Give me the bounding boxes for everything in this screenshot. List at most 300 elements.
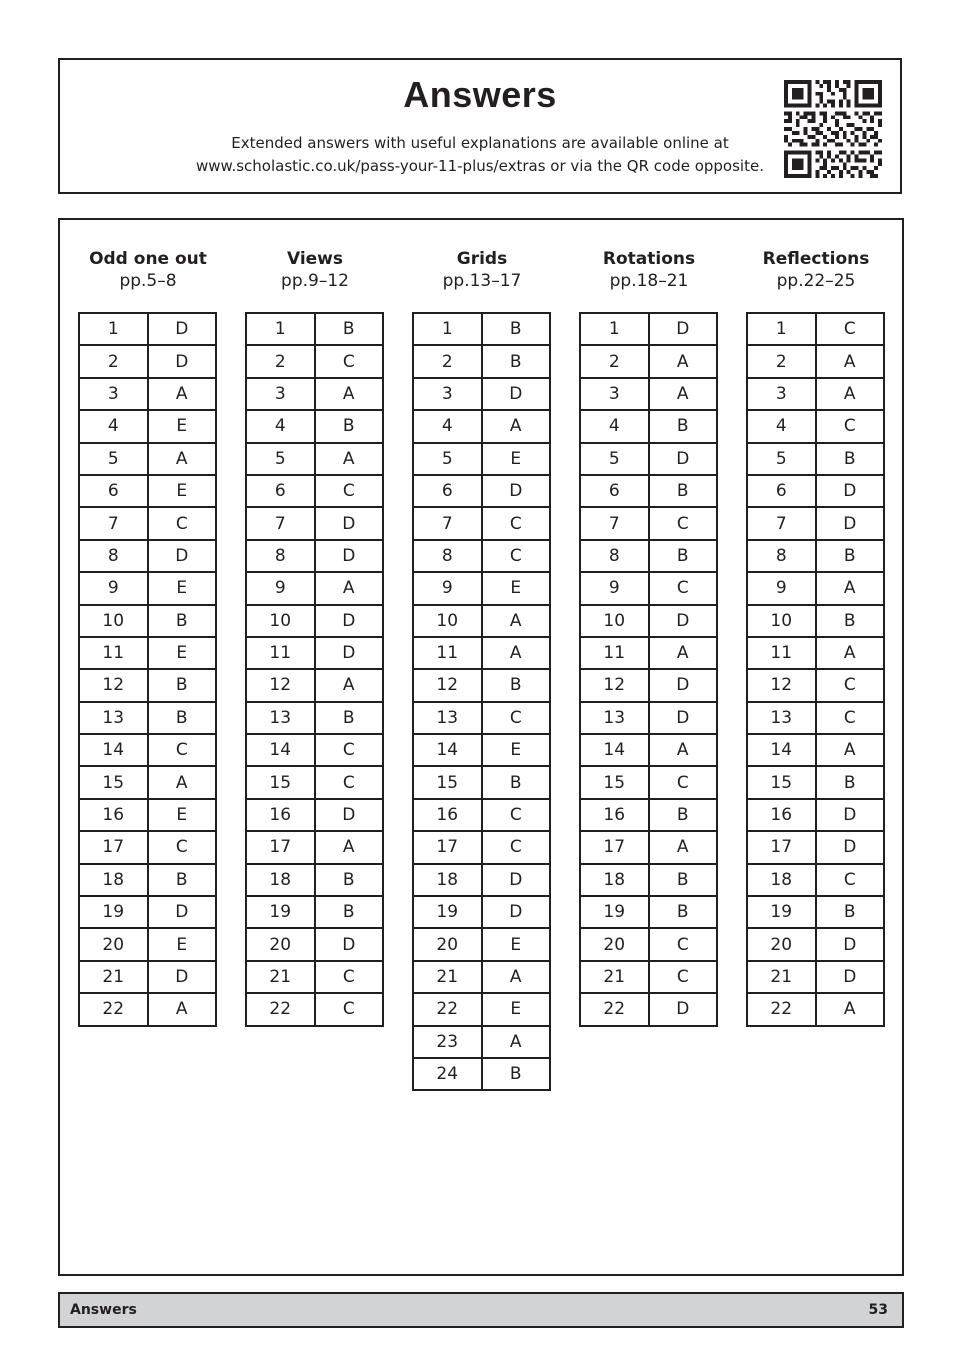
question-number: 14 [413,734,482,766]
table-row [246,475,383,507]
table-row [79,313,216,345]
table-row [79,507,216,539]
question-number: 5 [580,443,649,475]
question-number: 19 [413,896,482,928]
table-row [413,572,550,604]
table-row [580,572,717,604]
table-row [246,313,383,345]
answer-letter: A [148,443,217,475]
section-title: Reflections [762,249,870,269]
answer-letter: D [148,345,217,377]
table-row [246,734,383,766]
answer-letter: E [482,572,551,604]
question-number: 11 [246,637,315,669]
question-number: 20 [413,928,482,960]
question-number: 20 [79,928,148,960]
table-row [246,345,383,377]
answer-letter: D [482,475,551,507]
question-number: 15 [79,766,148,798]
answer-letter: A [482,1026,551,1058]
answer-letter: B [315,864,384,896]
answer-letter: C [816,669,885,701]
table-row [79,378,216,410]
table-row [580,993,717,1025]
question-number: 18 [246,864,315,896]
section-reflections [746,248,886,1020]
answer-letter: A [148,378,217,410]
answer-letter: D [315,799,384,831]
answer-letter: B [816,540,885,572]
table-row [246,831,383,863]
question-number: 6 [580,475,649,507]
table-row [413,345,550,377]
question-number: 19 [580,896,649,928]
table-row [79,896,216,928]
answer-letter: C [649,928,718,960]
answer-letter: A [816,345,885,377]
answer-letter: E [482,443,551,475]
question-number: 16 [413,799,482,831]
question-number: 10 [580,605,649,637]
table-row [79,928,216,960]
question-number: 4 [413,410,482,442]
question-number: 16 [747,799,816,831]
answer-letter: C [482,507,551,539]
answer-letter: B [315,896,384,928]
table-row [747,702,884,734]
table-row [413,475,550,507]
answer-letter: C [649,507,718,539]
question-number: 7 [246,507,315,539]
question-number: 14 [747,734,816,766]
table-row [413,1058,550,1090]
table-row [747,540,884,572]
table-row [580,378,717,410]
question-number: 3 [747,378,816,410]
answer-letter: D [649,313,718,345]
answer-letter: B [482,766,551,798]
table-row [413,605,550,637]
question-number: 22 [246,993,315,1025]
question-number: 1 [580,313,649,345]
table-row [246,540,383,572]
question-number: 21 [580,961,649,993]
answer-letter: C [148,831,217,863]
question-number: 4 [747,410,816,442]
table-row [580,410,717,442]
answer-table [579,312,718,1027]
table-row [79,831,216,863]
question-number: 1 [79,313,148,345]
answer-letter: A [482,605,551,637]
answer-letter: D [649,443,718,475]
question-number: 2 [79,345,148,377]
table-row [747,669,884,701]
answer-letter: B [148,669,217,701]
answer-letter: D [148,313,217,345]
question-number: 15 [580,766,649,798]
table-row [413,378,550,410]
answer-letter: D [482,864,551,896]
answer-letter: B [816,443,885,475]
question-number: 7 [747,507,816,539]
answer-letter: B [649,410,718,442]
answer-letter: A [482,637,551,669]
table-row [79,669,216,701]
answer-letter: D [816,928,885,960]
table-row [747,734,884,766]
question-number: 24 [413,1058,482,1090]
question-number: 18 [413,864,482,896]
table-row [413,1026,550,1058]
table-row [79,993,216,1025]
answer-letter: C [816,702,885,734]
table-row [747,410,884,442]
answer-letter: A [649,378,718,410]
question-number: 6 [747,475,816,507]
table-row [246,961,383,993]
question-number: 15 [246,766,315,798]
answer-letter: C [816,313,885,345]
table-row [79,637,216,669]
answer-letter: C [148,734,217,766]
section-title: Grids [456,249,508,269]
table-row [79,572,216,604]
section-title: Views [286,249,344,269]
table-row [747,378,884,410]
answer-letter: C [482,702,551,734]
answer-table [746,312,885,1027]
answer-letter: D [649,669,718,701]
answer-letter: D [482,896,551,928]
question-number: 20 [246,928,315,960]
question-number: 5 [79,443,148,475]
answer-letter: A [482,410,551,442]
answer-letter: E [148,928,217,960]
table-row [413,734,550,766]
section-rotations [579,248,719,1020]
table-row [413,637,550,669]
answer-letter: D [148,961,217,993]
answer-letter: B [649,864,718,896]
answer-letter: C [482,799,551,831]
question-number: 17 [79,831,148,863]
question-number: 17 [747,831,816,863]
answer-letter: B [649,896,718,928]
table-row [413,313,550,345]
table-row [246,896,383,928]
question-number: 22 [747,993,816,1025]
table-row [246,993,383,1025]
table-row [79,766,216,798]
answer-letter: E [482,993,551,1025]
question-number: 7 [580,507,649,539]
answer-letter: E [148,637,217,669]
question-number: 15 [413,766,482,798]
table-row [246,766,383,798]
answer-letter: A [482,961,551,993]
answer-letter: C [315,961,384,993]
question-number: 14 [246,734,315,766]
table-row [413,961,550,993]
answer-letter: E [148,572,217,604]
question-number: 21 [246,961,315,993]
table-row [79,734,216,766]
header-box [58,58,902,194]
table-row [580,475,717,507]
question-number: 6 [246,475,315,507]
table-row [413,864,550,896]
answer-table [78,312,217,1027]
page-number: 53 [868,1302,888,1318]
answer-letter: D [816,961,885,993]
question-number: 9 [246,572,315,604]
table-row [747,896,884,928]
question-number: 18 [79,864,148,896]
table-row [413,993,550,1025]
table-row [747,637,884,669]
question-number: 19 [79,896,148,928]
answer-letter: C [315,993,384,1025]
question-number: 8 [79,540,148,572]
question-number: 3 [79,378,148,410]
question-number: 6 [79,475,148,507]
table-row [246,378,383,410]
answer-letter: B [148,605,217,637]
answer-letter: A [148,766,217,798]
question-number: 5 [747,443,816,475]
question-number: 18 [580,864,649,896]
intro-line-2: www.scholastic.co.uk/pass-your-11-plus/extras or via the QR code opposite. [196,157,764,175]
answer-letter: A [315,443,384,475]
table-row [79,345,216,377]
table-row [747,507,884,539]
question-number: 7 [413,507,482,539]
question-number: 16 [79,799,148,831]
answer-letter: B [816,605,885,637]
question-number: 8 [580,540,649,572]
table-row [747,605,884,637]
table-row [246,605,383,637]
section-title: Rotations [602,249,696,269]
table-row [580,928,717,960]
question-number: 16 [580,799,649,831]
table-row [79,702,216,734]
question-number: 11 [747,637,816,669]
table-row [413,443,550,475]
intro-text [180,132,780,178]
question-number: 4 [79,410,148,442]
table-row [747,572,884,604]
answer-letter: B [482,313,551,345]
qr-code-icon [784,80,882,178]
question-number: 13 [246,702,315,734]
table-row [79,961,216,993]
answer-table [245,312,384,1027]
question-number: 10 [79,605,148,637]
answer-letter: B [816,896,885,928]
section-pages: pp.9–12 [281,271,349,291]
answer-letter: A [816,993,885,1025]
table-row [747,345,884,377]
table-row [413,799,550,831]
question-number: 11 [580,637,649,669]
table-row [747,864,884,896]
section-pages: pp.22–25 [776,271,856,291]
answer-letter: B [482,669,551,701]
answer-letter: C [148,507,217,539]
answer-letter: D [315,540,384,572]
question-number: 2 [246,345,315,377]
question-number: 7 [79,507,148,539]
table-row [246,702,383,734]
answer-letter: D [148,540,217,572]
answer-letter: C [315,475,384,507]
section-title: Odd one out [89,249,207,269]
answer-letter: A [649,345,718,377]
answer-letter: A [315,572,384,604]
answer-letter: B [148,702,217,734]
question-number: 12 [79,669,148,701]
question-number: 17 [246,831,315,863]
answer-letter: D [315,605,384,637]
answer-letter: B [649,799,718,831]
answer-letter: D [482,378,551,410]
answer-letter: A [315,378,384,410]
section-pages: pp.18–21 [609,271,689,291]
question-number: 10 [747,605,816,637]
table-row [747,766,884,798]
answer-letter: A [649,637,718,669]
table-row [413,540,550,572]
answer-letter: C [315,345,384,377]
answer-letter: C [816,864,885,896]
table-row [580,637,717,669]
question-number: 2 [580,345,649,377]
answer-letter: D [649,702,718,734]
question-number: 8 [413,540,482,572]
answer-letter: D [816,475,885,507]
answer-letter: C [482,831,551,863]
answer-letter: B [482,345,551,377]
question-number: 4 [246,410,315,442]
question-number: 3 [413,378,482,410]
question-number: 17 [413,831,482,863]
answer-letter: C [649,766,718,798]
footer-label: Answers [70,1302,137,1318]
question-number: 4 [580,410,649,442]
question-number: 19 [246,896,315,928]
answer-letter: C [649,961,718,993]
question-number: 1 [413,313,482,345]
question-number: 10 [246,605,315,637]
answer-letter: A [816,572,885,604]
table-row [580,896,717,928]
section-pages: pp.13–17 [442,271,522,291]
question-number: 11 [413,637,482,669]
question-number: 8 [246,540,315,572]
answer-letter: A [649,831,718,863]
table-row [580,507,717,539]
table-row [413,928,550,960]
answer-letter: E [482,734,551,766]
answer-letter: E [482,928,551,960]
question-number: 2 [413,345,482,377]
table-row [580,313,717,345]
question-number: 22 [580,993,649,1025]
question-number: 18 [747,864,816,896]
table-row [79,605,216,637]
answer-letter: B [816,766,885,798]
question-number: 15 [747,766,816,798]
question-number: 10 [413,605,482,637]
question-number: 12 [246,669,315,701]
question-number: 5 [246,443,315,475]
question-number: 17 [580,831,649,863]
answer-letter: D [315,928,384,960]
table-row [79,799,216,831]
question-number: 2 [747,345,816,377]
question-number: 16 [246,799,315,831]
table-row [413,702,550,734]
section-views [245,248,385,1020]
answer-letter: C [482,540,551,572]
answer-letter: A [315,831,384,863]
question-number: 20 [747,928,816,960]
table-row [79,410,216,442]
question-number: 12 [580,669,649,701]
answer-letter: B [482,1058,551,1090]
question-number: 8 [747,540,816,572]
table-row [246,572,383,604]
answer-letter: A [148,993,217,1025]
question-number: 22 [79,993,148,1025]
table-row [246,410,383,442]
question-number: 6 [413,475,482,507]
question-number: 9 [79,572,148,604]
table-row [79,475,216,507]
question-number: 20 [580,928,649,960]
table-row [580,702,717,734]
question-number: 12 [747,669,816,701]
question-number: 22 [413,993,482,1025]
answer-letter: C [315,734,384,766]
table-row [580,540,717,572]
table-row [580,605,717,637]
table-row [580,345,717,377]
question-number: 14 [79,734,148,766]
question-number: 9 [580,572,649,604]
table-row [747,799,884,831]
question-number: 3 [580,378,649,410]
answer-letter: B [315,702,384,734]
answer-letter: D [816,799,885,831]
question-number: 1 [246,313,315,345]
section-pages: pp.5–8 [119,271,177,291]
question-number: 19 [747,896,816,928]
table-row [580,799,717,831]
table-row [580,864,717,896]
table-row [246,507,383,539]
table-row [747,831,884,863]
table-row [246,928,383,960]
question-number: 13 [580,702,649,734]
table-row [413,896,550,928]
question-number: 11 [79,637,148,669]
answer-table [412,312,551,1091]
answer-letter: A [816,637,885,669]
table-row [580,766,717,798]
